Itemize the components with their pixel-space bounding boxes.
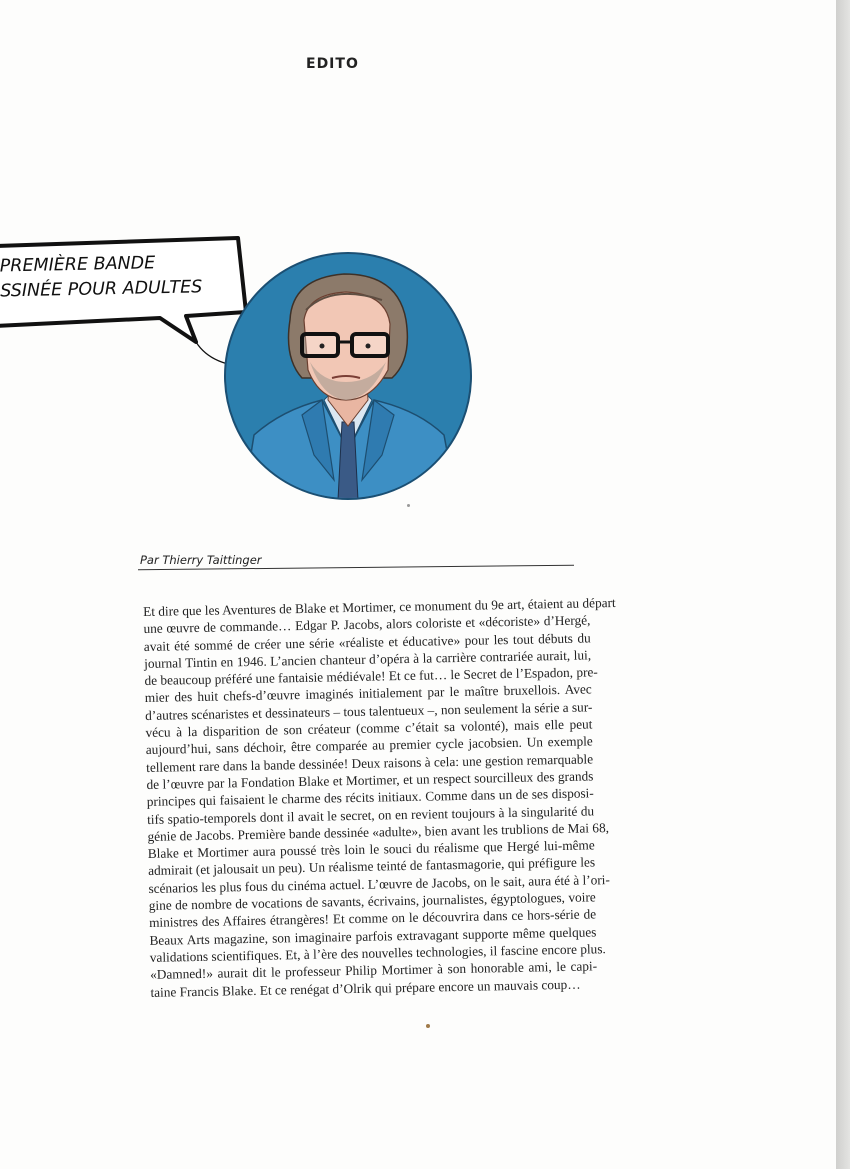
text-line: tifs spatio-temporels dont il avait le secret, on en revient toujours à la singularité du — [147, 802, 595, 827]
text-line: principes qui faisaient le charme des récits initiaux. Comme dans un de ses disposi- — [146, 785, 594, 810]
text-line: avait été sommé de créer une série «réaliste et éducative» pour les tout débuts du — [143, 630, 591, 654]
text-line: validations scientifiques. Et, à l’ère des nouvelles technologies, il fascine encore plus. — [149, 941, 606, 965]
text-line: «Damned!» aurait dit le professeur Philip Mortimer à son honorable ami, le capi- — [149, 958, 598, 983]
speech-bubble-line: SSINÉE POUR ADULTES — [0, 277, 203, 302]
text-line: mier des huit chefs-d’œuvre imaginés initialement par le maître bruxellois. Avec — [144, 681, 592, 706]
author-portrait — [222, 250, 474, 502]
text-line: de l’œuvre par la Fondation Blake et Mortimer, et un respect sourcilleux des grands — [146, 768, 594, 792]
text-line: d’autres scénaristes et dessinateurs – tous talentueux –, non seulement la série a sur- — [145, 699, 593, 723]
text-line: scénarios les plus fous du cinéma actuel. L’œuvre de Jacobs, on le sait, aura été à l’ori- — [148, 871, 610, 896]
text-line: Et dire que les Aventures de Blake et Mortimer, ce monument du 9e art, étaient au départ — [143, 594, 616, 619]
page-marker — [426, 1024, 430, 1028]
text-line: admirait (et jalousait un peu). Un réalisme teinté de fantasmagorie, qui préfigure les — [148, 854, 596, 879]
editorial-text — [143, 594, 616, 1000]
text-line: de beaucoup préféré une fantaisie médiévale! Et ce fut… le Secret de l’Espadon, pre- — [144, 664, 598, 689]
text-line: gine de nombre de vocations de savants, écrivains, journalistes, égyptologues, voire — [148, 889, 596, 913]
print-speck — [407, 504, 410, 507]
text-line: Beaux Arts magazine, son imaginaire parfois extravagant supporte même quelques — [149, 923, 597, 948]
section-label: EDITO — [306, 56, 359, 72]
speech-bubble-text — [0, 250, 238, 305]
page-edge — [836, 0, 850, 1169]
text-line: journal Tintin en 1946. L’ancien chanteur d’opéra à la carrière contrariée aurait, lui, — [144, 647, 592, 671]
author-byline: Par Thierry Taittinger — [140, 553, 262, 567]
text-line: aujourd’hui, sans déchoir, être comparée au premier cycle jacobsien. Un exemple — [145, 733, 593, 758]
text-line: ministres des Affaires étrangères! Et comme on le découvrira dans ce hors-série de — [148, 906, 597, 931]
text-line: génie de Jacobs. Première bande dessinée «adulte», bien avant les trublions de Mai 68, — [147, 819, 610, 844]
text-line: une œuvre de commande… Edgar P. Jacobs, alors coloriste et «décoriste» d’Hergé, — [143, 612, 591, 637]
text-line: Blake et Mortimer aura poussé très loin le souci du réalisme que Hergé lui-même — [147, 837, 595, 862]
text-line: vécu à la disparition de son créateur (comme c’était sa volonté), mais elle peut — [145, 716, 593, 741]
text-line: tellement rare dans la bande dessinée! Deux raisons à cela: une gestion remarquable — [146, 751, 594, 775]
speech-bubble-line: PREMIÈRE BANDE — [0, 253, 156, 277]
text-line: taine Francis Blake. Et ce renégat d’Olrik qui prépare encore un mauvais coup… — [150, 976, 581, 1000]
